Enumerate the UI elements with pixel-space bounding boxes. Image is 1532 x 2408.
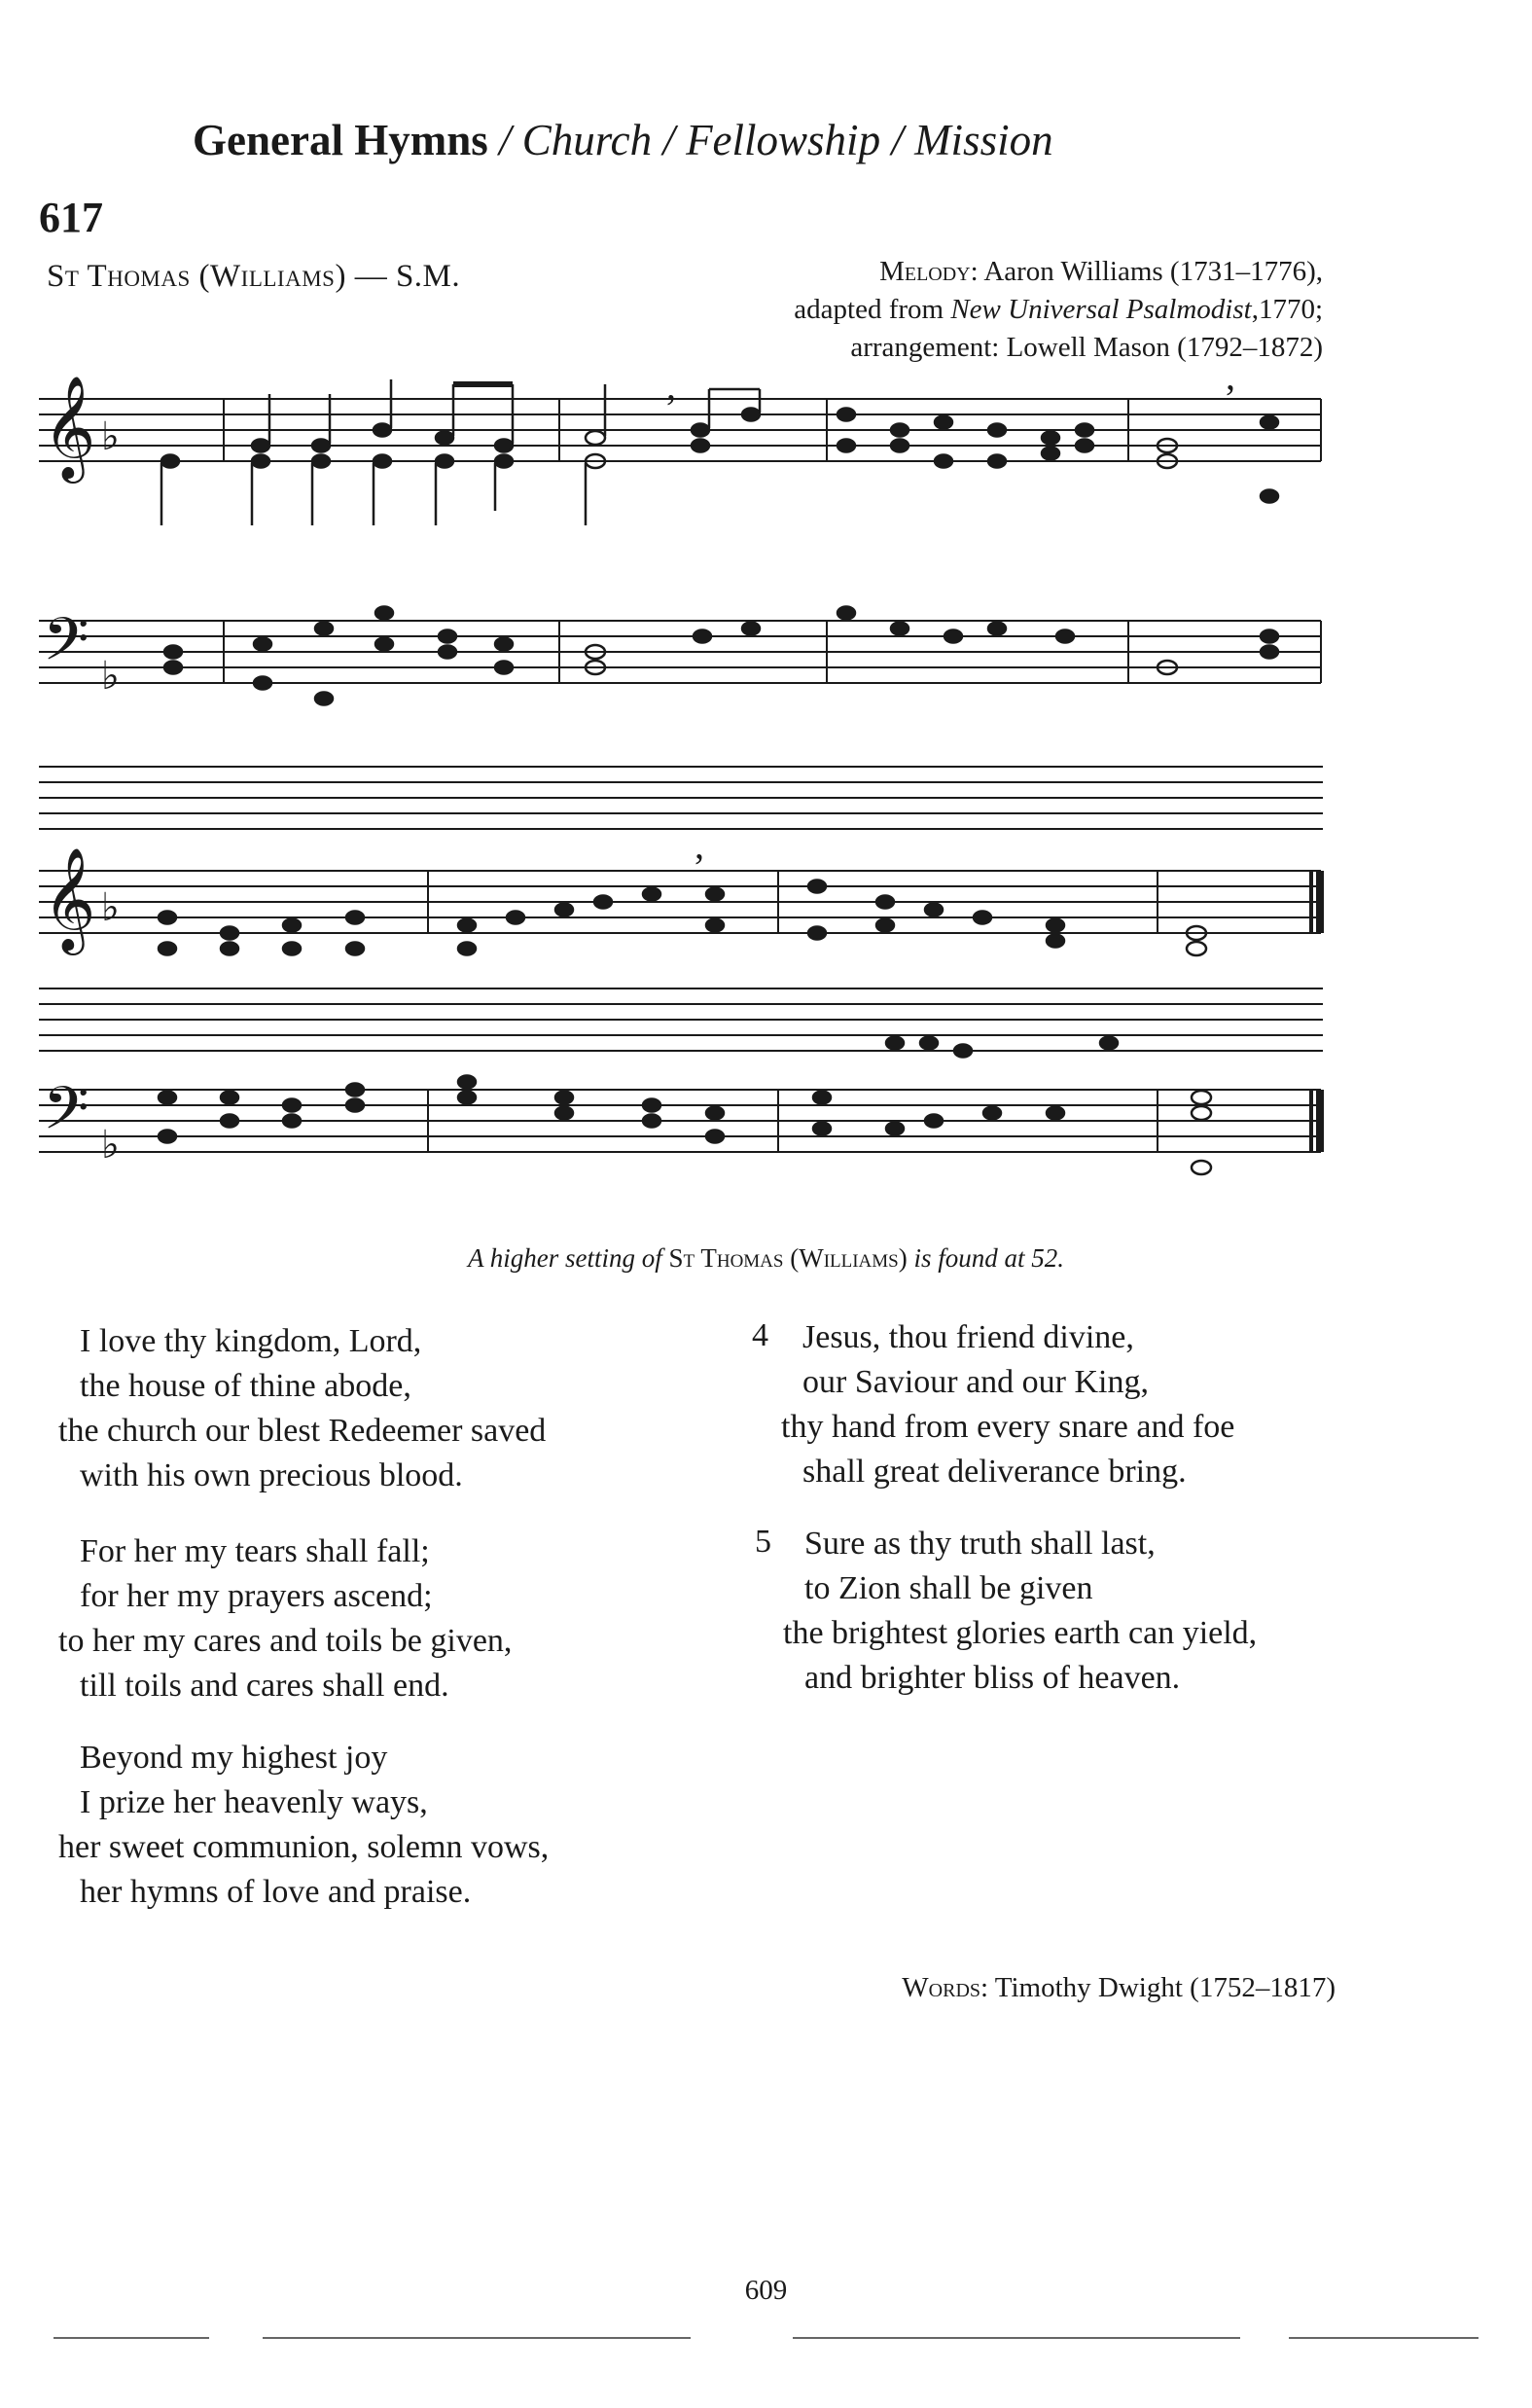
- verse-line: I love thy kingdom, Lord,: [80, 1323, 422, 1359]
- verse-4: [781, 1315, 1234, 1494]
- page-number: 609: [744, 2275, 788, 2306]
- flat-icon: ♭: [101, 885, 120, 930]
- verse-line: the house of thine abode,: [80, 1368, 411, 1404]
- verse-number: 5: [755, 1524, 771, 1560]
- adapted-source: New Universal Psalmodist: [950, 294, 1252, 325]
- footer-rule: [263, 2337, 691, 2339]
- verse-line: to Zion shall be given: [804, 1570, 1093, 1606]
- alternate-setting-note: [0, 1243, 1532, 1274]
- category-title: General Hymns: [193, 116, 488, 164]
- svg-text:,: ,: [695, 823, 704, 867]
- verse-line: shall great deliverance bring.: [802, 1454, 1187, 1490]
- verse-line: our Saviour and our King,: [802, 1364, 1150, 1400]
- words-label: Words:: [902, 1972, 989, 2003]
- melody-label: Melody:: [879, 256, 979, 287]
- verse-line: the brightest glories earth can yield,: [783, 1615, 1258, 1651]
- adapted-prefix: adapted from: [794, 294, 951, 325]
- verse-1: [58, 1319, 546, 1498]
- tune-name: St Thomas (Williams): [47, 259, 346, 294]
- words-author: Timothy Dwight (1752–1817): [988, 1972, 1336, 2003]
- treble-clef-icon: 𝄞: [43, 375, 96, 479]
- adapted-year: ,1770;: [1251, 294, 1323, 325]
- verse-3: [58, 1736, 549, 1915]
- flat-icon: ♭: [101, 414, 120, 459]
- meter: — S.M.: [345, 259, 461, 294]
- verse-line: I prize her heavenly ways,: [80, 1784, 428, 1820]
- svg-text:,: ,: [1226, 354, 1235, 398]
- flat-icon: ♭: [101, 654, 120, 699]
- verse-line: for her my prayers ascend;: [80, 1578, 433, 1614]
- section-titles: / Church / Fellowship / Mission: [487, 116, 1053, 164]
- verse-line: with his own precious blood.: [80, 1457, 463, 1493]
- words-credit: [902, 1972, 1336, 2004]
- arrangement-credit: arrangement: Lowell Mason (1792–1872): [850, 332, 1323, 363]
- verse-line: the church our blest Redeemer saved: [58, 1413, 547, 1449]
- verse-line: thy hand from every snare and foe: [781, 1409, 1235, 1445]
- note-prefix: A higher setting of: [467, 1243, 669, 1273]
- melody-text: Aaron Williams (1731–1776),: [978, 256, 1323, 287]
- verse-5: [783, 1522, 1257, 1701]
- verse-line: to her my cares and toils be given,: [58, 1623, 513, 1659]
- footer-rule: [1289, 2337, 1479, 2339]
- verse-line: For her my tears shall fall;: [80, 1533, 430, 1569]
- verse-line: her sweet communion, solemn vows,: [58, 1829, 550, 1865]
- verse-line: Sure as thy truth shall last,: [804, 1526, 1156, 1562]
- svg-text:,: ,: [666, 364, 676, 408]
- bass-clef-icon: 𝄢: [43, 1074, 89, 1158]
- verse-number: 4: [752, 1317, 768, 1353]
- treble-clef-icon: 𝄞: [43, 846, 96, 951]
- note-suffix: is found at 52.: [907, 1243, 1065, 1273]
- hymn-number: 617: [39, 194, 103, 241]
- verse-line: her hymns of love and praise.: [80, 1874, 472, 1910]
- verse-line: till toils and cares shall end.: [80, 1668, 449, 1704]
- footer-rule: [793, 2337, 1240, 2339]
- flat-icon: ♭: [101, 1123, 120, 1168]
- note-tune: St Thomas (Williams): [668, 1243, 908, 1273]
- verse-2: [58, 1529, 512, 1708]
- verse-line: and brighter bliss of heaven.: [804, 1660, 1181, 1696]
- verse-line: Jesus, thou friend divine,: [802, 1319, 1134, 1355]
- footer-rule: [53, 2337, 209, 2339]
- bass-clef-icon: 𝄢: [43, 605, 89, 689]
- verse-line: Beyond my highest joy: [80, 1740, 388, 1776]
